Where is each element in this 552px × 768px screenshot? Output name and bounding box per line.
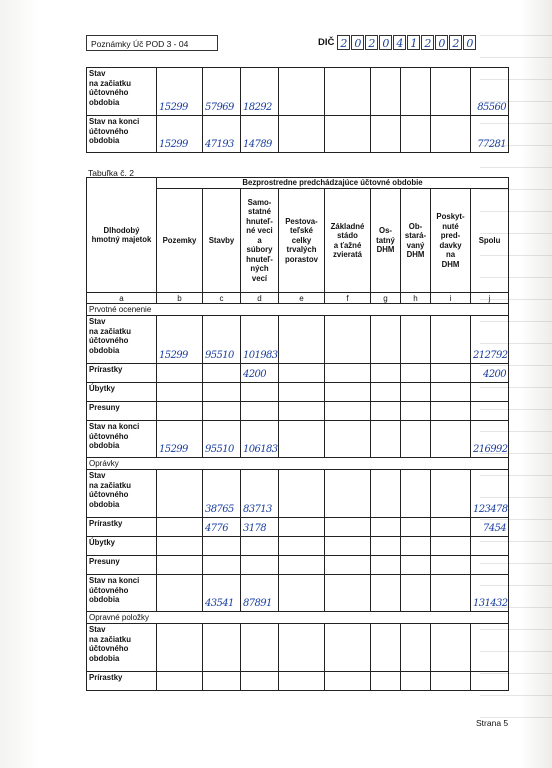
table-caption: Tabuľka č. 2 <box>88 168 134 178</box>
cell-stavby: 95510 <box>203 316 241 364</box>
table-row <box>87 68 509 116</box>
cell-stavby: 43541 <box>203 575 241 612</box>
dic-digit: 4 <box>393 35 406 50</box>
table-row <box>87 402 509 421</box>
row-label: Úbytky <box>87 383 157 402</box>
cell-hnutelne-veci: 106183 <box>241 421 279 458</box>
dic-digit: 1 <box>407 35 420 50</box>
section-title: Opravné položky <box>87 612 509 624</box>
cell-stavby: 38765 <box>203 470 241 518</box>
dic-digit: 2 <box>421 35 434 50</box>
column-header: Základné stádo a ťažné zvieratá <box>325 189 371 293</box>
cell-hnutelne-veci: 4200 <box>241 364 279 383</box>
section-header <box>87 304 509 316</box>
column-header: Pozemky <box>157 189 203 293</box>
cell-hnutelne-veci: 101983 <box>241 316 279 364</box>
section-title: Oprávky <box>87 458 509 470</box>
column-letter: d <box>241 293 279 304</box>
cell-pozemky: 15299 <box>157 116 203 153</box>
row-label: Stav na začiatku účtovného obdobia <box>87 68 157 116</box>
cell-stavby: 95510 <box>203 421 241 458</box>
column-letter: f <box>325 293 371 304</box>
column-header: Samo- statné hnuteľ- né veci a súbory hnuteľ- ných vecí <box>241 189 279 293</box>
column-header: Ob- stará- vaný DHM <box>401 189 431 293</box>
cell-hnutelne-veci: 14789 <box>241 116 279 153</box>
page-number: Strana 5 <box>476 718 509 728</box>
column-header: Pestova- teľské celky trvalých porastov <box>279 189 325 293</box>
table-row <box>87 316 509 364</box>
column-header: Spolu <box>471 189 509 293</box>
cell-spolu: 212792 <box>471 316 509 364</box>
dic-digit: 2 <box>337 35 350 50</box>
header-row <box>87 178 509 189</box>
column-letter: i <box>431 293 471 304</box>
cell-spolu: 216992 <box>471 421 509 458</box>
document-label: Poznámky Úč POD 3 - 04 <box>86 35 218 51</box>
row-label: Stav na začiatku účtovného obdobia <box>87 316 157 364</box>
dic-label: DIČ <box>318 36 335 48</box>
table-row <box>87 383 509 402</box>
cell-spolu: 7454 <box>471 518 509 537</box>
column-letter: a <box>87 293 157 304</box>
column-letter: c <box>203 293 241 304</box>
column-letter: e <box>279 293 325 304</box>
column-header: Poskyt- nuté pred- davky na DHM <box>431 189 471 293</box>
table-row <box>87 537 509 556</box>
dic-digit: 0 <box>379 35 392 50</box>
column-letter: b <box>157 293 203 304</box>
top-table <box>86 67 509 153</box>
dic-digit: 0 <box>351 35 364 50</box>
cell-stavby: 57969 <box>203 68 241 116</box>
cell-pozemky: 15299 <box>157 421 203 458</box>
table-row <box>87 364 509 383</box>
table-row <box>87 421 509 458</box>
column-header: Os- tatný DHM <box>371 189 401 293</box>
row-label: Stav na začiatku účtovného obdobia <box>87 470 157 518</box>
dic-digit: 2 <box>449 35 462 50</box>
column-header: Stavby <box>203 189 241 293</box>
cell-hnutelne-veci: 83713 <box>241 470 279 518</box>
column-header: Dlhodobý hmotný majetok <box>87 178 157 293</box>
table-row <box>87 518 509 537</box>
cell-hnutelne-veci: 3178 <box>241 518 279 537</box>
dic-digit: 0 <box>463 35 476 50</box>
row-label: Prírastky <box>87 518 157 537</box>
table-row <box>87 672 509 691</box>
cell-pozemky: 15299 <box>157 68 203 116</box>
row-label: Prírastky <box>87 672 157 691</box>
row-label: Stav na konci účtovného obdobia <box>87 116 157 153</box>
dic-digit: 2 <box>365 35 378 50</box>
cell-spolu: 131432 <box>471 575 509 612</box>
row-label: Presuny <box>87 402 157 421</box>
table-row <box>87 575 509 612</box>
cell-hnutelne-veci: 87891 <box>241 575 279 612</box>
section-header <box>87 458 509 470</box>
row-label: Stav na začiatku účtovného obdobia <box>87 624 157 672</box>
column-letter: h <box>401 293 431 304</box>
table-row <box>87 624 509 672</box>
row-label: Presuny <box>87 556 157 575</box>
cell-hnutelne-veci: 18292 <box>241 68 279 116</box>
column-letter: g <box>371 293 401 304</box>
cell-stavby: 4776 <box>203 518 241 537</box>
column-letter-row <box>87 293 509 304</box>
row-label: Stav na konci účtovného obdobia <box>87 575 157 612</box>
table-row <box>87 556 509 575</box>
cell-spolu: 77281 <box>471 116 509 153</box>
dic-field <box>318 33 477 51</box>
cell-spolu: 123478 <box>471 470 509 518</box>
cell-stavby: 47193 <box>203 116 241 153</box>
group-header: Bezprostredne predchádzajúce účtovné obdobie <box>157 178 509 189</box>
column-letter: j <box>471 293 509 304</box>
dic-digit: 0 <box>435 35 448 50</box>
table-row <box>87 470 509 518</box>
row-label: Stav na konci účtovného obdobia <box>87 421 157 458</box>
cell-spolu: 85560 <box>471 68 509 116</box>
section-header <box>87 612 509 624</box>
row-label: Prírastky <box>87 364 157 383</box>
row-label: Úbytky <box>87 537 157 556</box>
table-row <box>87 116 509 153</box>
cell-spolu: 4200 <box>471 364 509 383</box>
cell-pozemky: 15299 <box>157 316 203 364</box>
section-title: Prvotné ocenenie <box>87 304 509 316</box>
main-table <box>86 177 509 691</box>
